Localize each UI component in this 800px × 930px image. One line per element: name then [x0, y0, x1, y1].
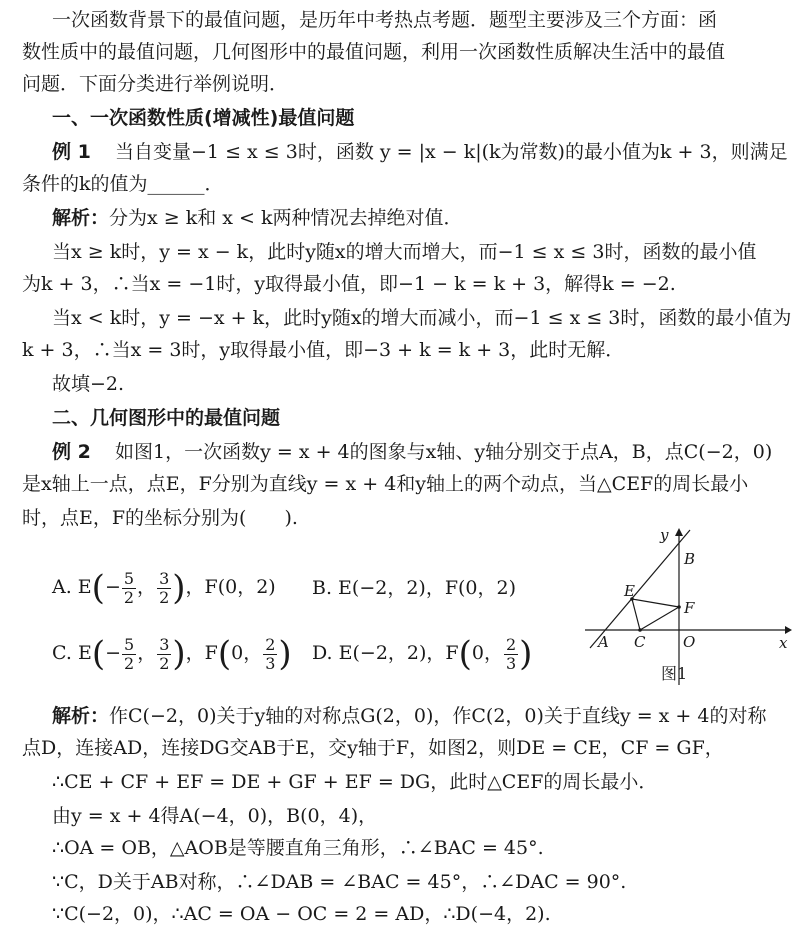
solution-2-line-1	[52, 704, 800, 728]
option-a: A. E(− $\frac{5}{2}$ ， $\frac{3}{2}$ )，F(0，2)	[52, 568, 276, 608]
label-c: C	[634, 633, 646, 651]
figure-1-diagram	[580, 520, 795, 690]
example-2-text-1: 如图1，一次函数y = x + 4的图象与x轴、y轴分别交于点A，B，点C(−2，0)	[115, 441, 773, 463]
example-1-line-2: 条件的k的值为______．	[22, 173, 224, 195]
solution-2-line-6: ∵C，D关于AB对称，∴∠DAB = ∠BAC = 45°，∴∠DAC = 90°.	[52, 871, 627, 893]
label-b: B	[684, 550, 696, 568]
point-f	[677, 605, 681, 609]
solution-1-label: 解析：	[52, 207, 110, 229]
x-axis-arrow-icon	[785, 626, 792, 634]
solution-1-answer: 故填−2.	[52, 373, 125, 395]
option-a-suffix: ，F(0，2)	[185, 576, 276, 598]
label-f: F	[684, 599, 695, 617]
intro-line-3: 问题．下面分类进行举例说明．	[22, 73, 289, 95]
solution-1-line-3: 为k + 3，∴当x = −1时，y取得最小值，即−1 − k = k + 3，解得k = −2.	[22, 273, 676, 295]
option-d-prefix: D. E(−2，2)，F	[312, 642, 459, 664]
solution-2-line-4: 由y = x + 4得A(−4，0)，B(0，4)，	[52, 805, 378, 827]
solution-2-line-7: ∵C(−2，0)，∴AC = OA − OC = 2 = AD，∴D(−4，2).	[52, 903, 551, 925]
solution-2-line-3: ∴CE + CF + EF = DE + GF + EF = DG，此时△CEF的周长最小．	[52, 771, 658, 793]
triangle-cef	[632, 599, 679, 630]
option-c-mid: ，F	[185, 642, 218, 664]
solution-2-line-2: 点D，连接AD，连接DG交AB于E，交y轴于F，如图2，则DE = CE，CF = GF，	[22, 737, 724, 759]
option-d: D. E(−2，2)，F(0， $\frac{2}{3}$ )	[312, 634, 533, 674]
option-c-prefix: C. E	[52, 642, 92, 664]
label-a: A	[598, 633, 609, 651]
solution-1-line-2: 当x ≥ k时，y = x − k，此时y随x的增大而增大，而−1 ≤ x ≤ 3时，函数的最小值	[52, 241, 757, 263]
section-1-title: 一、一次函数性质(增减性)最值问题	[52, 107, 355, 129]
intro-line-1: 一次函数背景下的最值问题，是历年中考热点考题．题型主要涉及三个方面：函	[52, 9, 718, 31]
solution-2-line-5: ∴OA = OB，△AOB是等腰直角三角形，∴∠BAC = 45°.	[52, 837, 544, 859]
point-c	[638, 628, 642, 632]
figure-1-caption: 图1	[661, 664, 688, 683]
example-2-label: 例 2	[52, 441, 91, 463]
section-2-title: 二、几何图形中的最值问题	[52, 407, 281, 429]
solution-1-text-1: 分为x ≥ k和 x < k两种情况去掉绝对值．	[109, 207, 463, 229]
option-c-frac-3: $\frac{2}{3}$	[265, 634, 276, 673]
intro-line-2: 数性质中的最值问题，几何图形中的最值问题，利用一次函数性质解决生活中的最值	[22, 41, 726, 63]
solution-1-line-4: 当x < k时，y = −x + k，此时y随x的增大而减小，而−1 ≤ x ≤ 3时，函数的最小值为	[52, 307, 792, 329]
option-a-prefix: A. E	[52, 576, 92, 598]
example-1-line-1	[52, 140, 800, 164]
label-e: E	[624, 582, 635, 600]
option-a-frac-1: $\frac{5}{2}$	[123, 568, 135, 607]
option-d-frac: $\frac{2}{3}$	[505, 634, 517, 673]
example-1-text-1: 当自变量−1 ≤ x ≤ 3时，函数 y = |x − k|(k为常数)的最小值为k + 3，则满足	[115, 141, 788, 163]
label-y: y	[660, 526, 669, 544]
option-c-frac-2: $\frac{3}{2}$	[159, 634, 170, 673]
option-c-frac-1: $\frac{5}{2}$	[124, 634, 135, 673]
solution-1-line-1	[52, 206, 800, 230]
solution-2-label: 解析：	[52, 705, 110, 727]
option-a-frac-2: $\frac{3}{2}$	[159, 568, 170, 607]
solution-2-text-1: 作C(−2，0)关于y轴的对称点G(2，0)，作C(2，0)关于直线y = x + 4的对称	[109, 705, 767, 727]
solution-1-line-5: k + 3，∴当x = 3时，y取得最小值，即−3 + k = k + 3，此时无解．	[22, 339, 625, 361]
option-b: B. E(−2，2)，F(0，2)	[312, 577, 517, 599]
label-o: O	[683, 633, 696, 651]
option-c: C. E(− $\frac{5}{2}$ ， $\frac{3}{2}$ )，F(0， $\frac{2}{3}$ )	[52, 634, 292, 674]
example-2-line-2: 是x轴上一点，点E，F分别为直线y = x + 4和y轴上的两个动点，当△CEF的周长最小	[22, 473, 749, 495]
example-1-label: 例 1	[52, 141, 91, 163]
example-2-line-3: 时，点E，F的坐标分别为( ).	[22, 507, 298, 529]
y-axis-arrow-icon	[675, 528, 683, 536]
example-2-line-1	[52, 440, 800, 464]
label-x: x	[779, 634, 788, 652]
